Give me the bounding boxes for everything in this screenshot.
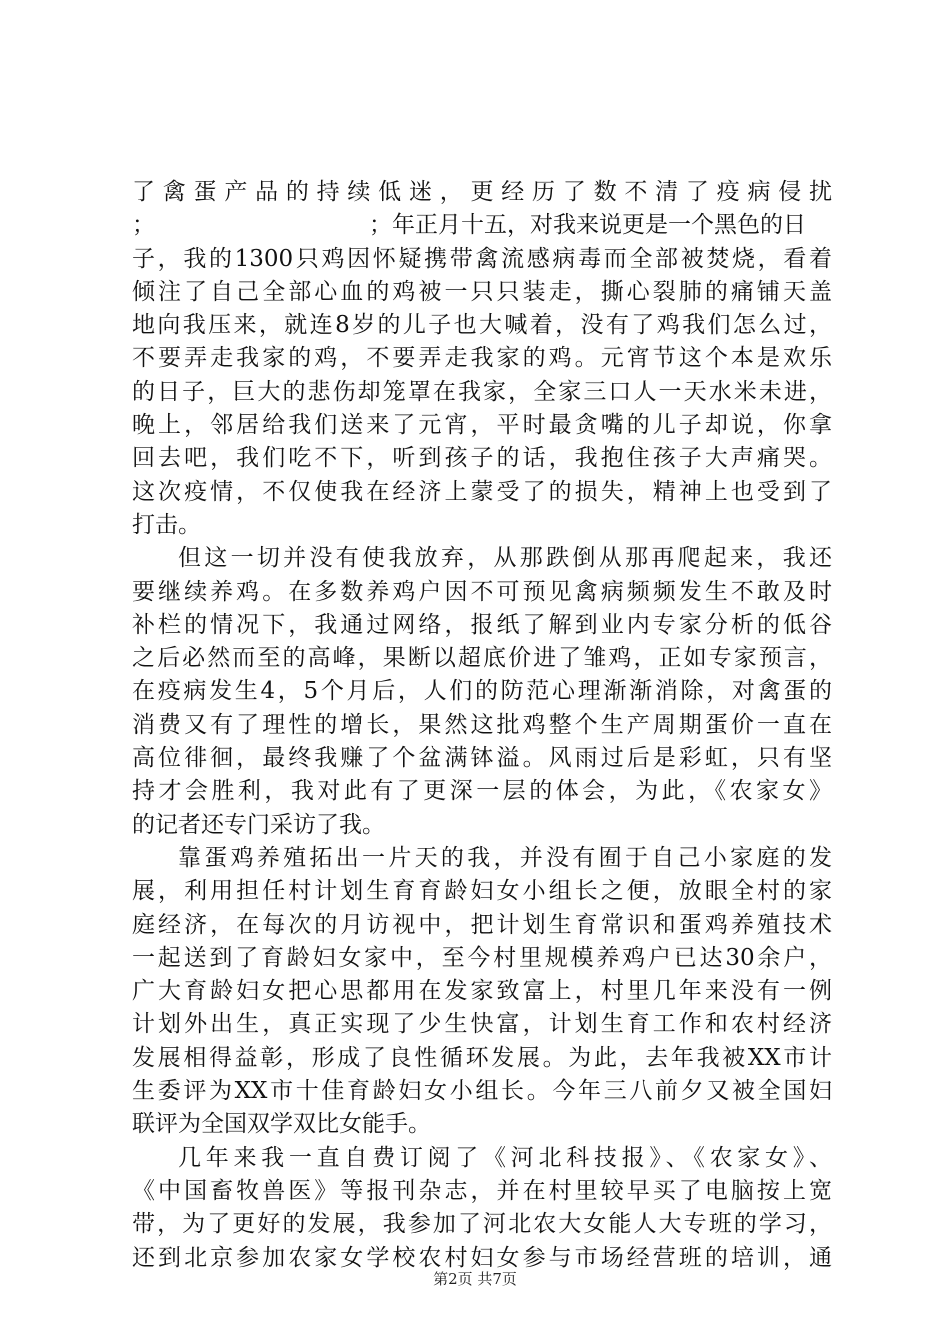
text-line: 消费又有了理性的增长，果然这批鸡整个生产周期蛋价一直在 xyxy=(132,711,832,738)
text-line: 回去吧，我们吃不下，听到孩子的话，我抱住孩子大声痛哭。 xyxy=(132,445,832,472)
text-line: 带，为了更好的发展，我参加了河北农大女能人大专班的学习， xyxy=(132,1211,832,1238)
text-line: 倾注了自己全部心血的鸡被一只只装走，撕心裂肺的痛铺天盖 xyxy=(132,278,832,305)
text-line: 还到北京参加农家女学校农村妇女参与市场经营班的培训，通 xyxy=(132,1244,832,1271)
paragraph-start-line: 但这一切并没有使我放弃，从那跌倒从那再爬起来，我还 xyxy=(178,545,832,572)
text-line: 在疫病发生4，5个月后，人们的防范心理渐渐消除，对禽蛋的 xyxy=(132,678,832,705)
text-line: 的记者还专门采访了我。 xyxy=(132,811,385,838)
text-line: 要继续养鸡。在多数养鸡户因不可预见禽病频频发生不敢及时 xyxy=(132,578,832,605)
text-line: 打击。 xyxy=(132,511,201,538)
text-line: 发展相得益彰，形成了良性循环发展。为此，去年我被XX市计 xyxy=(132,1044,832,1071)
text-line: 之后必然而至的高峰，果断以超底价进了雏鸡，正如专家预言， xyxy=(132,645,832,672)
text-line: 这次疫情，不仅使我在经济上蒙受了的损失，精神上也受到了 xyxy=(132,478,832,505)
paragraph-start-line: 几年来我一直自费订阅了《河北科技报》、《农家女》、 xyxy=(178,1144,832,1171)
text-line: 展，利用担任村计划生育育龄妇女小组长之便，放眼全村的家 xyxy=(132,878,832,905)
text-fragment: ；年正月十五，对我来说更是一个黑色的日 xyxy=(369,212,806,239)
text-line: 广大育龄妇女把心思都用在发家致富上，村里几年来没有一例 xyxy=(132,978,832,1005)
text-line: 高位徘徊，最终我赚了个盆满钵溢。风雨过后是彩虹，只有坚 xyxy=(132,745,832,772)
text-line: 不要弄走我家的鸡，不要弄走我家的鸡。元宵节这个本是欢乐 xyxy=(132,345,832,372)
paragraph-start-line: 靠蛋鸡养殖拓出一片天的我，并没有囿于自己小家庭的发 xyxy=(178,844,832,871)
text-line: 持才会胜利，我对此有了更深一层的体会，为此，《农家女》 xyxy=(132,778,832,805)
text-fragment: ； xyxy=(132,212,155,239)
text-line: 的日子，巨大的悲伤却笼罩在我家，全家三口人一天水米未进， xyxy=(132,378,832,405)
text-line: 晚上，邻居给我们送来了元宵，平时最贪嘴的儿子却说，你拿 xyxy=(132,412,832,439)
text-line: 联评为全国双学双比女能手。 xyxy=(132,1111,431,1138)
text-line: 生委评为XX市十佳育龄妇女小组长。今年三八前夕又被全国妇 xyxy=(132,1078,832,1105)
text-line: 庭经济，在每次的月访视中，把计划生育常识和蛋鸡养殖技术 xyxy=(132,911,832,938)
document-body xyxy=(132,176,832,1275)
text-line: 了禽蛋产品的持续低迷，更经历了数不清了疫病侵扰 xyxy=(132,179,832,205)
page-number-footer: 第2页 共7页 xyxy=(433,1270,517,1288)
text-line-with-gap xyxy=(132,209,832,242)
text-line: 地向我压来，就连8岁的儿子也大喊着，没有了鸡我们怎么过， xyxy=(132,312,832,339)
text-line: 子，我的1300只鸡因怀疑携带禽流感病毒而全部被焚烧，看着 xyxy=(132,245,832,272)
text-line: 补栏的情况下，我通过网络，报纸了解到业内专家分析的低谷 xyxy=(132,611,832,638)
text-line: 一起送到了育龄妇女家中，至今村里规模养鸡户已达30余户， xyxy=(132,944,832,971)
text-line: 《中国畜牧兽医》等报刊杂志，并在村里较早买了电脑按上宽 xyxy=(132,1177,832,1204)
text-line: 计划外出生，真正实现了少生快富，计划生育工作和农村经济 xyxy=(132,1011,832,1038)
